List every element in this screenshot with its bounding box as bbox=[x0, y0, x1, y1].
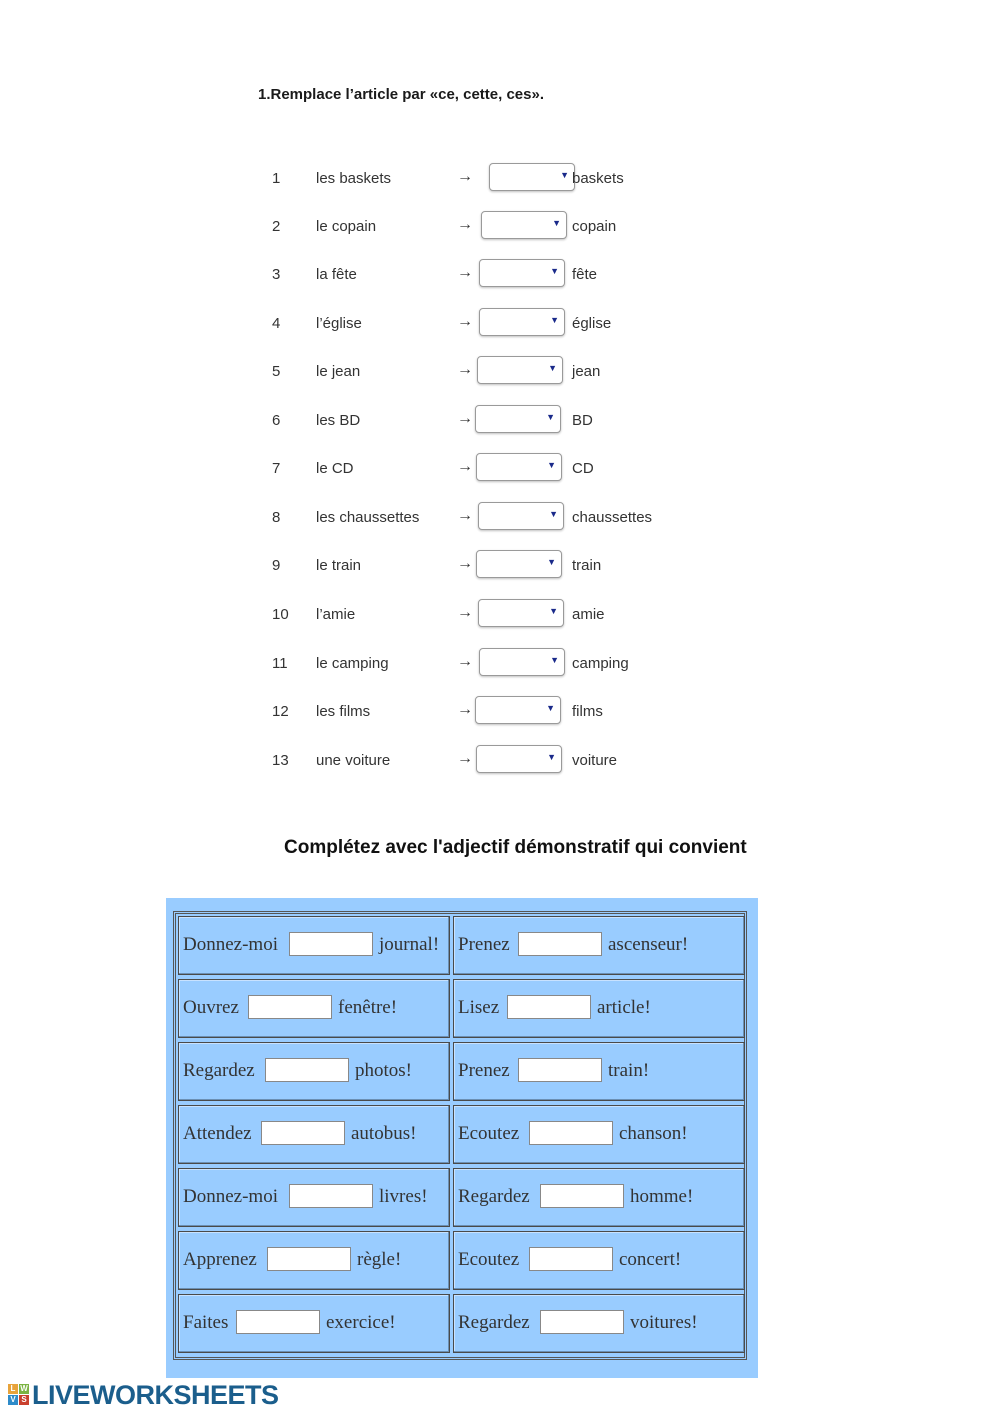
arrow-icon: → bbox=[457, 507, 473, 524]
answer-input[interactable] bbox=[540, 1310, 624, 1334]
cell-suffix: livres! bbox=[379, 1186, 428, 1207]
logo-mark-letter: L bbox=[8, 1384, 18, 1394]
list-item bbox=[0, 597, 1000, 631]
cell-suffix: voitures! bbox=[630, 1312, 698, 1333]
cell-prefix: Apprenez bbox=[183, 1249, 257, 1270]
list-item bbox=[0, 403, 1000, 437]
answer-dropdown[interactable] bbox=[476, 550, 562, 578]
table-cell bbox=[178, 1042, 450, 1101]
answer-dropdown[interactable] bbox=[479, 308, 565, 336]
cell-prefix: Regardez bbox=[183, 1060, 255, 1081]
item-number: 11 bbox=[272, 655, 288, 672]
item-word: les films bbox=[316, 703, 371, 720]
arrow-icon: → bbox=[457, 264, 473, 281]
item-word: les baskets bbox=[316, 170, 392, 187]
arrow-icon: → bbox=[457, 410, 473, 427]
answer-input[interactable] bbox=[529, 1121, 613, 1145]
cell-suffix: chanson! bbox=[619, 1123, 688, 1144]
item-noun: fête bbox=[572, 266, 598, 283]
item-noun: baskets bbox=[572, 170, 624, 187]
table-cell bbox=[178, 916, 450, 975]
answer-input[interactable] bbox=[289, 932, 373, 956]
answer-dropdown[interactable] bbox=[475, 696, 561, 724]
chevron-down-icon: ▼ bbox=[552, 218, 561, 228]
table-cell bbox=[178, 1294, 450, 1353]
item-number: 4 bbox=[272, 315, 281, 332]
item-number: 8 bbox=[272, 509, 281, 526]
item-number: 10 bbox=[272, 606, 289, 623]
item-word: le jean bbox=[316, 363, 361, 380]
cell-suffix: homme! bbox=[630, 1186, 694, 1207]
answer-input[interactable] bbox=[267, 1247, 351, 1271]
cell-suffix: fenêtre! bbox=[338, 997, 398, 1018]
answer-dropdown[interactable] bbox=[476, 453, 562, 481]
list-item bbox=[0, 743, 1000, 777]
answer-input[interactable] bbox=[289, 1184, 373, 1208]
cell-prefix: Faites bbox=[183, 1312, 229, 1333]
table-cell bbox=[453, 1294, 745, 1353]
answer-dropdown[interactable] bbox=[478, 599, 564, 627]
logo-mark-icon bbox=[8, 1384, 30, 1406]
arrow-icon: → bbox=[457, 361, 473, 378]
answer-dropdown[interactable] bbox=[476, 745, 562, 773]
chevron-down-icon: ▼ bbox=[547, 460, 556, 470]
item-word: l’église bbox=[316, 315, 362, 332]
item-noun: amie bbox=[572, 606, 605, 623]
table-cell bbox=[178, 1105, 450, 1164]
chevron-down-icon: ▼ bbox=[547, 557, 556, 567]
cell-prefix: Regardez bbox=[458, 1186, 530, 1207]
table-cell bbox=[178, 979, 450, 1038]
cell-prefix: Donnez-moi bbox=[183, 1186, 278, 1207]
arrow-icon: → bbox=[457, 750, 473, 767]
chevron-down-icon: ▼ bbox=[547, 752, 556, 762]
item-noun: jean bbox=[572, 363, 601, 380]
chevron-down-icon: ▼ bbox=[550, 266, 559, 276]
item-noun: camping bbox=[572, 655, 629, 672]
table-cell bbox=[453, 1168, 745, 1227]
arrow-icon: → bbox=[457, 458, 473, 475]
cell-suffix: règle! bbox=[357, 1249, 402, 1270]
answer-dropdown[interactable] bbox=[479, 259, 565, 287]
item-number: 12 bbox=[272, 703, 289, 720]
item-number: 9 bbox=[272, 557, 281, 574]
chevron-down-icon: ▼ bbox=[546, 412, 555, 422]
chevron-down-icon: ▼ bbox=[548, 363, 557, 373]
cell-prefix: Prenez bbox=[458, 1060, 510, 1081]
item-word: le camping bbox=[316, 655, 389, 672]
arrow-icon: → bbox=[457, 168, 473, 185]
exercise2-table bbox=[173, 911, 747, 1360]
item-noun: train bbox=[572, 557, 602, 574]
logo-mark-letter: S bbox=[19, 1395, 29, 1405]
logo-mark-letter: W bbox=[20, 1384, 28, 1393]
answer-dropdown[interactable] bbox=[475, 405, 561, 433]
answer-dropdown[interactable] bbox=[478, 502, 564, 530]
item-word: l’amie bbox=[316, 606, 356, 623]
cell-prefix: Ecoutez bbox=[458, 1249, 520, 1270]
item-number: 7 bbox=[272, 460, 281, 477]
item-noun: église bbox=[572, 315, 612, 332]
list-item bbox=[0, 306, 1000, 340]
list-item bbox=[0, 548, 1000, 582]
arrow-icon: → bbox=[457, 653, 473, 670]
item-number: 5 bbox=[272, 363, 281, 380]
cell-suffix: journal! bbox=[379, 934, 440, 955]
cell-prefix: Ouvrez bbox=[183, 997, 239, 1018]
table-cell bbox=[453, 1105, 745, 1164]
item-noun: chaussettes bbox=[572, 509, 653, 526]
cell-suffix: concert! bbox=[619, 1249, 682, 1270]
item-word: le copain bbox=[316, 218, 377, 235]
list-item bbox=[0, 354, 1000, 388]
cell-suffix: autobus! bbox=[351, 1123, 417, 1144]
answer-input[interactable] bbox=[529, 1247, 613, 1271]
item-word: une voiture bbox=[316, 752, 391, 769]
cell-suffix: photos! bbox=[355, 1060, 412, 1081]
arrow-icon: → bbox=[457, 313, 473, 330]
cell-prefix: Ecoutez bbox=[458, 1123, 520, 1144]
chevron-down-icon: ▼ bbox=[550, 655, 559, 665]
exercise2-title: Complétez avec l'adjectif démonstratif qui convient bbox=[284, 837, 747, 858]
list-item bbox=[0, 161, 1000, 195]
answer-dropdown[interactable] bbox=[481, 211, 567, 239]
list-item bbox=[0, 209, 1000, 243]
chevron-down-icon: ▼ bbox=[546, 703, 555, 713]
cell-prefix: Prenez bbox=[458, 934, 510, 955]
item-number: 13 bbox=[272, 752, 289, 769]
item-word: la fête bbox=[316, 266, 357, 283]
item-number: 6 bbox=[272, 412, 281, 429]
answer-input[interactable] bbox=[248, 995, 332, 1019]
cell-prefix: Lisez bbox=[458, 997, 500, 1018]
answer-input[interactable] bbox=[540, 1184, 624, 1208]
answer-input[interactable] bbox=[261, 1121, 345, 1145]
chevron-down-icon: ▼ bbox=[560, 170, 569, 180]
cell-suffix: ascenseur! bbox=[608, 934, 689, 955]
item-noun: films bbox=[572, 703, 603, 720]
cell-prefix: Attendez bbox=[183, 1123, 252, 1144]
chevron-down-icon: ▼ bbox=[549, 606, 558, 616]
answer-dropdown[interactable] bbox=[489, 163, 575, 191]
liveworksheets-logo bbox=[8, 1380, 279, 1410]
cell-suffix: article! bbox=[597, 997, 651, 1018]
list-item bbox=[0, 500, 1000, 534]
item-noun: BD bbox=[572, 412, 593, 429]
list-item bbox=[0, 451, 1000, 485]
item-noun: CD bbox=[572, 460, 594, 477]
list-item bbox=[0, 257, 1000, 291]
table-cell bbox=[453, 916, 745, 975]
arrow-icon: → bbox=[457, 604, 473, 621]
answer-input[interactable] bbox=[265, 1058, 349, 1082]
item-number: 3 bbox=[272, 266, 281, 283]
list-item bbox=[0, 694, 1000, 728]
item-word: le train bbox=[316, 557, 362, 574]
arrow-icon: → bbox=[457, 555, 473, 572]
logo-text: LIVEWORKSHEETS bbox=[32, 1379, 279, 1410]
answer-dropdown[interactable] bbox=[477, 356, 563, 384]
list-item bbox=[0, 646, 1000, 680]
answer-input[interactable] bbox=[507, 995, 591, 1019]
item-number: 1 bbox=[272, 170, 281, 187]
item-noun: copain bbox=[572, 218, 617, 235]
table-cell bbox=[453, 1042, 745, 1101]
exercise1-title: 1.Remplace l’article par «ce, cette, ces». bbox=[258, 86, 545, 103]
table-cell bbox=[178, 1168, 450, 1227]
table-cell bbox=[178, 1231, 450, 1290]
cell-suffix: exercice! bbox=[326, 1312, 396, 1333]
cell-prefix: Regardez bbox=[458, 1312, 530, 1333]
cell-prefix: Donnez-moi bbox=[183, 934, 278, 955]
item-word: le CD bbox=[316, 460, 354, 477]
arrow-icon: → bbox=[457, 701, 473, 718]
table-cell bbox=[453, 1231, 745, 1290]
arrow-icon: → bbox=[457, 216, 473, 233]
item-word: les chaussettes bbox=[316, 509, 420, 526]
chevron-down-icon: ▼ bbox=[549, 509, 558, 519]
answer-dropdown[interactable] bbox=[479, 648, 565, 676]
item-number: 2 bbox=[272, 218, 281, 235]
item-noun: voiture bbox=[572, 752, 618, 769]
answer-input[interactable] bbox=[236, 1310, 320, 1334]
table-cell bbox=[453, 979, 745, 1038]
item-word: les BD bbox=[316, 412, 361, 429]
cell-suffix: train! bbox=[608, 1060, 650, 1081]
answer-input[interactable] bbox=[518, 1058, 602, 1082]
logo-mark-letter: V bbox=[8, 1395, 18, 1405]
answer-input[interactable] bbox=[518, 932, 602, 956]
chevron-down-icon: ▼ bbox=[550, 315, 559, 325]
exercise2-panel bbox=[166, 898, 758, 1378]
